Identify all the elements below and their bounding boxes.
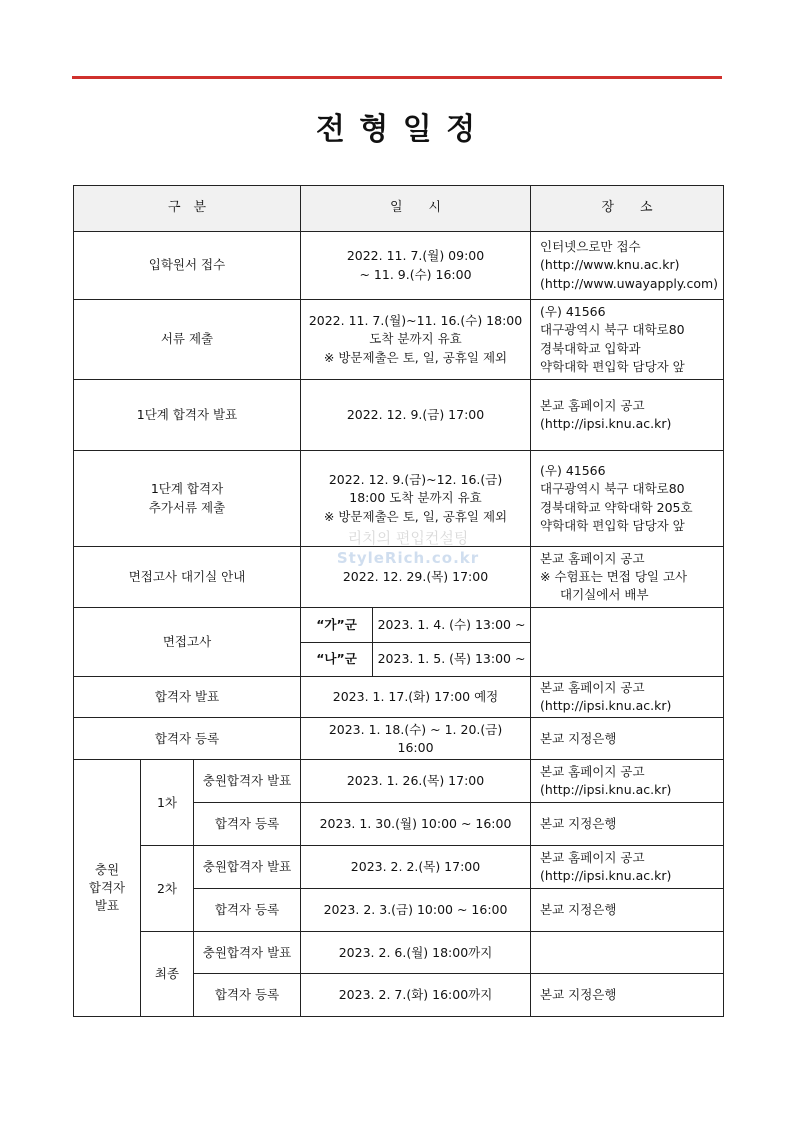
interview-group: “나”군 [301,643,373,677]
table-row [74,547,724,608]
place-line: 경북대학교 입학과 [540,340,641,356]
dt-line: ※ 방문제출은 토, 일, 공휴일 제외 [323,349,508,365]
table-row [74,380,724,451]
row-datetime: 2023. 2. 6.(월) 18:00까지 [301,932,531,974]
place-line: (http://www.uwayapply.com) [540,275,719,291]
place-line: (http://ipsi.knu.ac.kr) [540,782,672,798]
row-datetime [301,451,531,547]
table-row [74,760,724,803]
row-place [531,932,724,974]
table-row [74,232,724,300]
row-place [531,300,724,380]
table-row [74,608,724,643]
row-datetime: 2023. 2. 3.(금) 10:00 ~ 16:00 [301,889,531,932]
dt-line: 2023. 1. 18.(수) ~ 1. 20.(금) 16:00 [328,721,515,755]
row-place [531,547,724,608]
place-line: 대기실에서 배부 [560,587,649,603]
place-line: 대구광역시 북구 대학로80 [540,322,685,338]
place-line: (우) 41566 [540,304,606,320]
dt-line: 2022. 12. 9.(금)~12. 16.(금) [328,472,503,488]
dt-line: 2022. 11. 7.(월) 09:00 [346,248,485,264]
row-place [531,451,724,547]
row-label: 충원합격자 발표 [194,760,301,803]
table-row [74,846,724,889]
place-line: 본교 홈페이지 공고 [540,397,645,413]
label-line: 1단계 합격자 [150,481,224,497]
row-label: 면접고사 대기실 안내 [74,547,301,608]
dt-line: 18:00 도착 분까지 유효 [349,490,482,506]
watermark-text: 리치의 편입컨설팅 [347,529,469,547]
place-line: 본교 홈페이지 공고 [540,550,645,566]
row-place [531,718,724,760]
table-row [74,451,724,547]
row-label: 합격자 발표 [74,677,301,718]
header-rule [72,76,722,79]
label-line: 합격자 [88,880,126,896]
place-line: 본교 지정은행 [540,730,617,746]
dt-line: ~ 11. 9.(수) 16:00 [359,266,472,282]
dt-line: ※ 방문제출은 토, 일, 공휴일 제외 [323,508,508,524]
row-place [531,677,724,718]
round-name: 2차 [141,846,194,932]
place-line: (http://ipsi.knu.ac.kr) [540,868,672,884]
label-line: 추가서류 제출 [148,499,226,515]
row-label: 합격자 등록 [194,803,301,846]
round-name: 최종 [141,932,194,1017]
row-label: 합격자 등록 [74,718,301,760]
place-line: 본교 홈페이지 공고 [540,850,645,866]
place-line: 경북대학교 약학대학 205호 [540,499,693,515]
row-place [531,380,724,451]
interview-group: “가”군 [301,608,373,643]
header-row [74,186,724,232]
row-datetime: 2023. 1. 26.(목) 17:00 [301,760,531,803]
row-datetime [301,380,531,451]
row-datetime: 2023. 1. 30.(월) 10:00 ~ 16:00 [301,803,531,846]
label-line: 발표 [94,898,120,914]
row-label: 합격자 등록 [194,974,301,1017]
page-title: 전 형 일 정 [315,112,478,147]
row-label: 충원합격자 발표 [194,932,301,974]
place-line: (우) 41566 [540,463,606,479]
row-place: 본교 지정은행 [531,974,724,1017]
row-datetime: 2023. 2. 7.(화) 16:00까지 [301,974,531,1017]
row-datetime [301,232,531,300]
interview-datetime: 2023. 1. 5. (목) 13:00 ~ [373,643,531,677]
table-row [74,300,724,380]
label-line: 충원 [94,862,120,878]
dt-line: 2023. 1. 17.(화) 17:00 예정 [332,689,499,705]
row-datetime [301,547,531,608]
row-place [531,760,724,803]
dt-line: 2022. 12. 9.(금) 17:00 [346,406,485,422]
row-label: 면접고사 [74,608,301,677]
place-line: 본교 홈페이지 공고 [540,764,645,780]
table-row [74,718,724,760]
row-label: 합격자 등록 [194,889,301,932]
place-line: (http://ipsi.knu.ac.kr) [540,698,672,714]
row-datetime [301,718,531,760]
row-label: 서류 제출 [74,300,301,380]
place-line: ※ 수험표는 면접 당일 고사 [540,568,688,584]
place-line: 본교 홈페이지 공고 [540,680,645,695]
header-place: 장 소 [531,186,724,232]
row-place: 본교 지정은행 [531,803,724,846]
interview-datetime: 2023. 1. 4. (수) 13:00 ~ [373,608,531,643]
dt-line: 도착 분까지 유효 [369,331,462,347]
row-label: 충원합격자 발표 [194,846,301,889]
row-place: 본교 지정은행 [531,889,724,932]
dt-line: 2022. 12. 29.(목) 17:00 [342,568,489,584]
place-line: 대구광역시 북구 대학로80 [540,481,685,497]
row-place [531,232,724,300]
row-place [531,846,724,889]
place-line: 약학대학 편입학 담당자 앞 [540,358,685,374]
table-row [74,677,724,718]
place-line: 인터넷으로만 접수 [540,239,641,255]
dt-line: 2022. 11. 7.(월)~11. 16.(수) 18:00 [308,313,523,329]
row-datetime: 2023. 2. 2.(목) 17:00 [301,846,531,889]
header-datetime: 일 시 [301,186,531,232]
row-label: 입학원서 접수 [74,232,301,300]
table-row [74,932,724,974]
row-label [74,451,301,547]
schedule-table [73,185,724,1017]
header-category: 구 분 [74,186,301,232]
round-name: 1차 [141,760,194,846]
place-line: (http://ipsi.knu.ac.kr) [540,416,672,431]
place-line: (http://www.knu.ac.kr) [540,257,680,273]
additional-label [74,760,141,1017]
row-datetime [301,300,531,380]
row-place [531,608,724,677]
place-line: 약학대학 편입학 담당자 앞 [540,517,685,533]
watermark-url: StyleRich.co.kr [336,549,480,567]
row-label: 1단계 합격자 발표 [74,380,301,451]
row-datetime [301,677,531,718]
